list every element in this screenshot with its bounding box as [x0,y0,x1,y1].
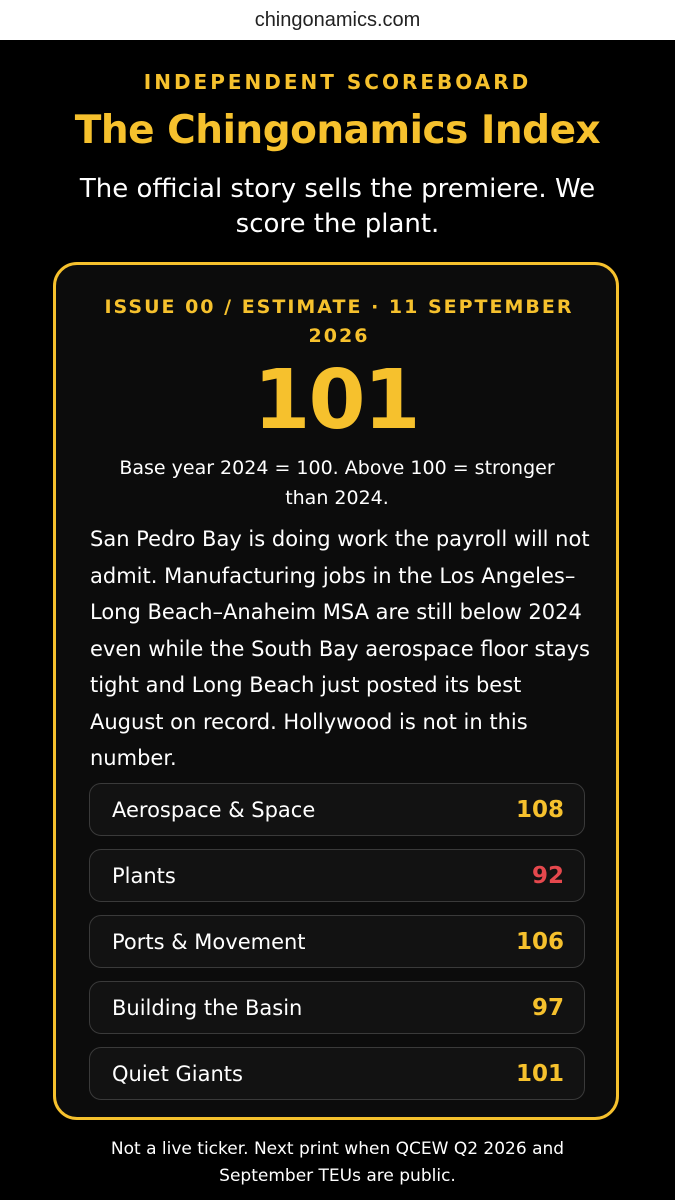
footer-note: Not a live ticker. Next print when QCEW Q2 2026 and September TEUs are public. [110,1139,565,1186]
component-row-quiet-giants [89,1047,585,1100]
base-year-note: Base year 2024 = 100. Above 100 = stronger than 2024. [119,457,555,509]
component-label: Quiet Giants [112,1061,243,1086]
component-row-aerospace [89,783,585,836]
summary-paragraph: San Pedro Bay is doing work the payroll will not admit. Manufacturing jobs in the Los Angeles–Long Beach–Anaheim MSA are still below 2024 even while the South Bay aerospace floor stays tight and Long Beach just posted its best August on record. Hollywood is not in this number. [90,527,590,770]
component-label: Building the Basin [112,995,303,1020]
url-text: chingonamics.com [254,8,421,31]
browser-url-bar[interactable] [0,0,675,40]
page-kicker: INDEPENDENT SCOREBOARD [143,70,532,94]
component-label: Plants [112,863,176,888]
component-row-ports [89,915,585,968]
component-list [89,783,585,1113]
page-title: The Chingonamics Index [74,108,601,153]
index-score: 101 [253,353,419,448]
component-value: 92 [531,862,564,889]
component-row-building [89,981,585,1034]
component-value: 106 [515,928,564,955]
page-subtitle: The official story sells the premiere. We score the plant. [79,174,596,239]
component-value: 101 [515,1060,564,1087]
component-label: Ports & Movement [112,929,306,954]
index-card [53,262,619,1120]
component-value: 97 [531,994,564,1021]
component-row-plants [89,849,585,902]
component-value: 108 [515,796,564,823]
component-label: Aerospace & Space [112,797,316,822]
issue-label: ISSUE 00 / ESTIMATE · 11 SEPTEMBER 2026 [104,296,574,347]
